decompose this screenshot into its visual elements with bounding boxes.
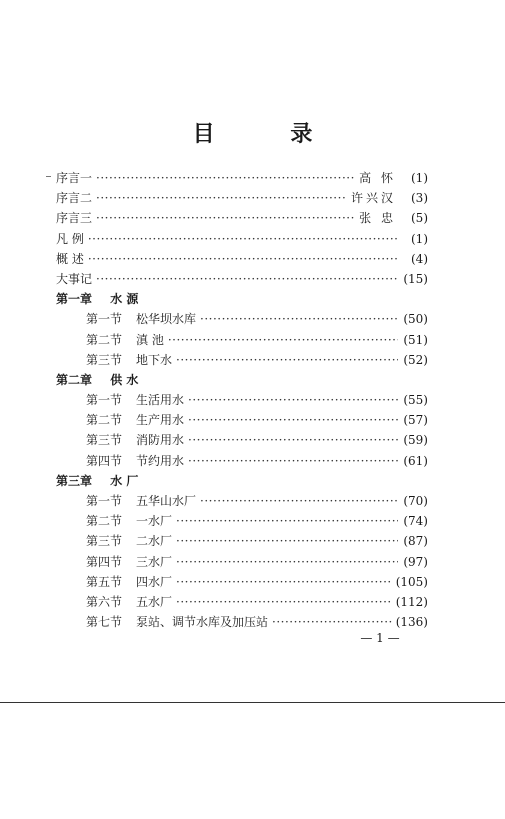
dot-leader xyxy=(188,430,398,450)
section-number: 第三节 xyxy=(86,433,123,448)
toc-entry-label: 序言二 xyxy=(56,191,93,206)
dot-leader xyxy=(88,229,398,249)
chapter-number: 第一章 xyxy=(56,292,93,307)
section-title: 生活用水 xyxy=(136,393,185,408)
section-number: 第三节 xyxy=(86,534,123,549)
toc-entry-overview[interactable] xyxy=(56,249,428,269)
toc-entry-conventions[interactable] xyxy=(56,229,428,249)
toc-chapter-1[interactable] xyxy=(56,289,428,309)
toc-section[interactable] xyxy=(56,612,428,632)
section-title: 五华山水厂 xyxy=(136,494,197,508)
page-edge-line xyxy=(0,702,505,703)
toc-section[interactable] xyxy=(56,309,428,329)
section-number: 第七节 xyxy=(86,615,123,630)
dot-leader xyxy=(96,188,347,208)
toc-section[interactable] xyxy=(56,410,428,430)
toc-chapter-2[interactable] xyxy=(56,370,428,390)
section-title: 泵站、调节水库及加压站 xyxy=(136,615,269,630)
section-title: 滇 池 xyxy=(136,332,164,347)
toc-entry-label: 大事记 xyxy=(56,271,93,286)
toc-entry-chronicle[interactable] xyxy=(56,269,428,289)
toc-section[interactable] xyxy=(56,350,428,370)
chapter-number: 第二章 xyxy=(56,372,93,387)
toc-entry-preface-3[interactable] xyxy=(56,208,428,228)
section-title: 二水厂 xyxy=(136,534,173,549)
dot-leader xyxy=(188,410,398,430)
section-number: 第一节 xyxy=(86,312,123,327)
chapter-number: 第三章 xyxy=(56,473,93,488)
toc-section[interactable] xyxy=(56,330,428,350)
section-page: (74) xyxy=(403,514,428,529)
section-title: 四水厂 xyxy=(136,574,173,589)
page-number: — 1 — xyxy=(360,631,400,645)
section-page: (87) xyxy=(403,534,428,549)
toc-section[interactable] xyxy=(56,390,428,410)
toc-entry-label: 序言三 xyxy=(56,211,93,226)
dot-leader xyxy=(176,592,392,612)
section-number: 第五节 xyxy=(86,574,123,589)
chapter-title: 水 源 xyxy=(110,292,139,307)
toc-entry-author: 许兴汉 xyxy=(350,191,396,206)
section-page: (59) xyxy=(403,433,428,448)
toc-entry-page: (15) xyxy=(403,271,428,286)
toc-section[interactable] xyxy=(56,430,428,450)
toc-section[interactable] xyxy=(56,592,428,612)
toc-section[interactable] xyxy=(56,531,428,551)
section-number: 第四节 xyxy=(86,554,123,569)
section-title: 松华坝水库 xyxy=(136,312,197,327)
dot-leader xyxy=(200,491,398,511)
dot-leader xyxy=(168,330,398,350)
section-title: 三水厂 xyxy=(136,554,173,569)
section-page: (52) xyxy=(403,352,428,367)
table-of-contents xyxy=(56,168,428,632)
dot-leader xyxy=(188,390,398,410)
toc-section[interactable] xyxy=(56,552,428,572)
chapter-title: 供 水 xyxy=(110,372,139,387)
section-number: 第一节 xyxy=(86,393,123,408)
toc-entry-preface-1[interactable] xyxy=(56,168,428,188)
page-title: 目 录 xyxy=(192,122,347,147)
toc-section[interactable] xyxy=(56,572,428,592)
toc-section[interactable] xyxy=(56,491,428,511)
toc-entry-label: 凡 例 xyxy=(56,231,84,246)
toc-entry-page: (3) xyxy=(411,191,428,206)
toc-entry-page: (5) xyxy=(411,211,428,226)
scan-mark xyxy=(46,176,51,177)
section-title: 一水厂 xyxy=(136,514,173,529)
toc-entry-page: (4) xyxy=(411,251,428,266)
section-number: 第二节 xyxy=(86,332,123,347)
section-number: 第二节 xyxy=(86,514,123,529)
section-number: 第四节 xyxy=(86,453,123,468)
section-page: (50) xyxy=(403,312,428,327)
section-number: 第二节 xyxy=(86,413,123,428)
toc-entry-page: (1) xyxy=(411,171,428,185)
toc-section[interactable] xyxy=(56,451,428,471)
section-title: 节约用水 xyxy=(136,453,185,468)
section-page: (51) xyxy=(403,332,428,347)
toc-entry-author: 张 忠 xyxy=(359,211,396,226)
toc-section[interactable] xyxy=(56,511,428,531)
toc-chapter-3[interactable] xyxy=(56,471,428,491)
dot-leader xyxy=(176,511,398,531)
dot-leader xyxy=(96,208,355,228)
section-title: 五水厂 xyxy=(136,594,173,609)
dot-leader xyxy=(176,552,398,572)
section-number: 第三节 xyxy=(86,352,123,367)
dot-leader xyxy=(96,168,355,188)
chapter-title: 水 厂 xyxy=(110,473,139,488)
dot-leader xyxy=(188,451,398,471)
dot-leader xyxy=(176,531,398,551)
dot-leader xyxy=(176,350,398,370)
toc-entry-page: (1) xyxy=(411,231,428,246)
section-page: (97) xyxy=(403,554,428,569)
section-page: (57) xyxy=(403,413,428,428)
toc-entry-preface-2[interactable] xyxy=(56,188,428,208)
section-page: (55) xyxy=(403,393,428,408)
toc-entry-label: 序言一 xyxy=(56,171,93,185)
section-page: (70) xyxy=(403,494,428,508)
section-title: 生产用水 xyxy=(136,413,185,428)
section-page: (136) xyxy=(395,615,428,630)
section-number: 第一节 xyxy=(86,494,123,508)
toc-entry-label: 概 述 xyxy=(56,251,84,266)
dot-leader xyxy=(200,309,398,329)
section-number: 第六节 xyxy=(86,594,123,609)
section-page: (112) xyxy=(395,594,428,609)
dot-leader xyxy=(88,249,398,269)
dot-leader xyxy=(272,612,392,632)
section-title: 地下水 xyxy=(136,352,173,367)
toc-entry-author: 高 怀 xyxy=(359,171,396,185)
dot-leader xyxy=(176,572,392,592)
section-title: 消防用水 xyxy=(136,433,185,448)
section-page: (61) xyxy=(403,453,428,468)
dot-leader xyxy=(96,269,398,289)
section-page: (105) xyxy=(395,574,428,589)
